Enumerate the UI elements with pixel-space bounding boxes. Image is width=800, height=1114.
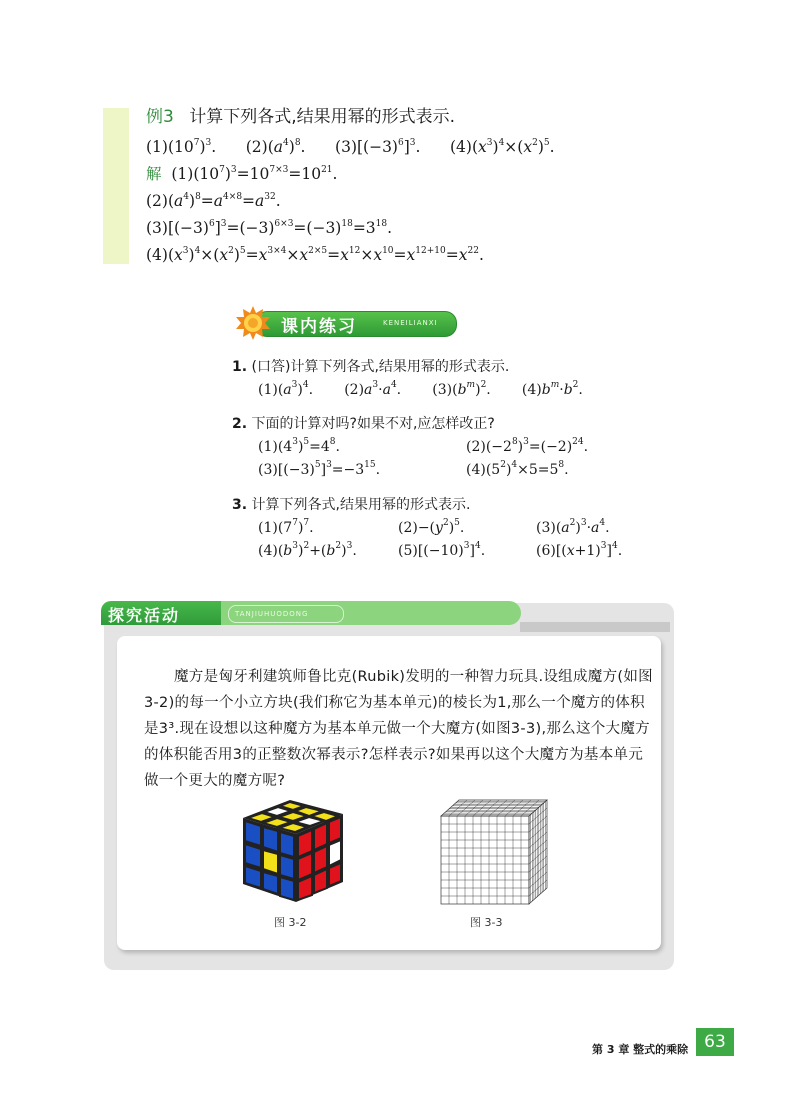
practice-question-3-item-1: $(1)(7^7)^7$. <box>258 518 314 536</box>
explore-paragraph: 魔方是匈牙利建筑师鲁比克(Rubik)发明的一种智力玩具.设组成魔方(如图3-2)的每一个小立方块(我们称它为基本单元)的棱长为1,那么一个魔方的体积是3³.现在设想以这种魔方为基本单元做一个大魔方(如图3-3),那么这个大魔方的体积能否用3的正整数次幂表示?怎样表示?如果再以这个大魔方为基本单元做一个更大的魔方呢? <box>144 669 653 789</box>
solution-line-3: $(3)[(-3)^6]^3=(-3)^{6\times 3}=(-3)^{18}=3^{18}$. <box>146 219 393 237</box>
practice-question-2-item-4: $(4)(5^2)^4\times 5=5^8$. <box>466 460 569 478</box>
practice-question-3-item-5: $(5)[(-10)^3]^4$. <box>398 541 486 559</box>
practice-question-1 <box>232 357 509 377</box>
example-header <box>146 107 455 127</box>
question-text: 下面的计算对吗?如果不对,应怎样改正? <box>251 416 495 432</box>
rubiks-cube-figure <box>238 796 348 906</box>
question-text: (口答)计算下列各式,结果用幂的形式表示. <box>251 359 510 375</box>
example-sidebar-strip <box>103 108 129 264</box>
practice-question-3-item-2: $(2)-(y^2)^5$. <box>398 518 465 536</box>
example-label: 例3 <box>146 107 174 127</box>
page-number: 63 <box>696 1028 734 1056</box>
practice-question-3 <box>232 495 470 515</box>
solution-line-2: $(2)(a^4)^8=a^{4\times 8}=a^{32}$. <box>146 192 281 210</box>
figure-3-2-caption: 图 3-2 <box>274 916 307 929</box>
question-number: 2. <box>232 416 248 432</box>
grid-cube-figure <box>429 798 551 908</box>
practice-banner-title: 课内练习 <box>281 317 357 337</box>
explore-top-bar <box>520 622 670 632</box>
practice-question-3-item-6: $(6)[(x+1)^3]^4$. <box>536 541 623 559</box>
explore-tab-label: 探究活动 <box>108 606 181 625</box>
solution-label: 解 <box>146 165 162 183</box>
practice-question-3-item-4: $(4)(b^3)^2+(b^2)^3$. <box>258 541 357 559</box>
practice-question-2-item-3: $(3)[(-3)^5]^3=-3^{15}$. <box>258 460 381 478</box>
question-number: 1. <box>232 359 248 375</box>
sun-badge-icon <box>235 305 271 341</box>
practice-question-2-item-1: $(1)(4^3)^5=4^8$. <box>258 437 340 455</box>
solution-line-4: $(4)(x^3)^4\times(x^2)^5=x^{3\times 4}\times x^{2\times 5}=x^{12}\times x^{10}=x^{12+10}=x^{22}$. <box>146 246 484 264</box>
solution-line-1: 解 $(1)(10^7)^3=10^{7\times 3}=10^{21}$. <box>146 165 338 183</box>
practice-question-2 <box>232 414 495 434</box>
practice-banner <box>235 303 455 341</box>
figure-3-3-caption: 图 3-3 <box>470 916 503 929</box>
practice-banner-sub: KENEILIANXI <box>383 319 438 327</box>
example-prompt: 计算下列各式,结果用幂的形式表示. <box>189 107 456 127</box>
practice-question-1-items: $(1)(a^3)^4$. $(2)a^3\cdot a^4$. $(3)(b^m)^2$. $(4)b^m\cdot b^2$. <box>258 380 583 398</box>
chapter-footer: 第 3 章 整式的乘除 <box>592 1043 689 1056</box>
explore-ribbon-text: TANJIUHUODONG <box>228 605 344 623</box>
practice-question-2-item-2: $(2)(-2^8)^3=(-2)^{24}$. <box>466 437 589 455</box>
question-number: 3. <box>232 497 248 513</box>
example-items: $(1)(10^7)^3$. $(2)(a^4)^8$. $(3)[(-3)^6]^3$. $(4)(x^3)^4\times(x^2)^5$. <box>146 138 555 156</box>
question-text: 计算下列各式,结果用幂的形式表示. <box>251 497 471 513</box>
practice-question-3-item-3: $(3)(a^2)^3\cdot a^4$. <box>536 518 610 536</box>
